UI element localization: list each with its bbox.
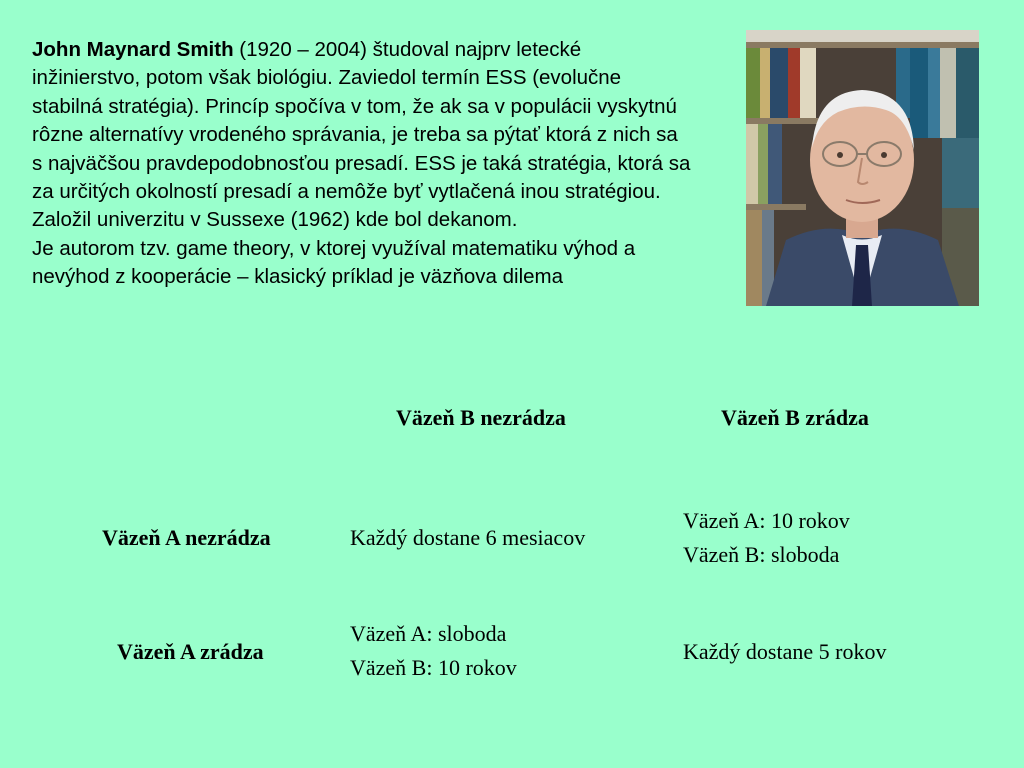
intro-paragraph-2: Je autorom tzv. game theory, v ktorej využíval matematiku výhod a nevýhod z kooperácie – klasický príklad je väzňova dilema [32,236,636,289]
intro-paragraph-1-text: (1920 – 2004) študoval najprv letecké inžinierstvo, potom však biológiu. Zaviedol termín ESS (evolučne stabilná stratégia). Princíp spočíva v tom, že ak sa v populácii vyskytnú rôzne alternatívy vrodeného správania, je treba sa pýtať ktorá z nich sa s najväčšou pravdepodobnosťou presadí. ESS je taká stratégia, ktorá sa za určitých okolností presadí a nemôže byť vytlačená inou stratégiou. Založil univerzitu v Sussexe (1962) kde bol dekanom. [32,38,691,232]
col-header-b-cooperates: Väzeň B nezrádza [396,405,566,430]
cell-both-cooperate: Každý dostane 6 mesiacov [350,525,586,550]
col-header-b-defects: Väzeň B zrádza [721,405,869,430]
author-name: John Maynard Smith [32,38,234,61]
cell-a-cooperates-b-defects: Väzeň A: 10 rokov Väzeň B: sloboda [683,508,850,567]
row-header-a-defects: Väzeň A zrádza [117,639,264,664]
row-header-a-cooperates: Väzeň A nezrádza [102,525,271,550]
author-portrait-photo [746,30,979,306]
intro-text [32,36,692,292]
intro-paragraph-1 [32,36,692,235]
cell-a-defects-b-cooperates: Väzeň A: sloboda Väzeň B: 10 rokov [350,621,517,680]
cell-both-defect: Každý dostane 5 rokov [683,639,887,664]
